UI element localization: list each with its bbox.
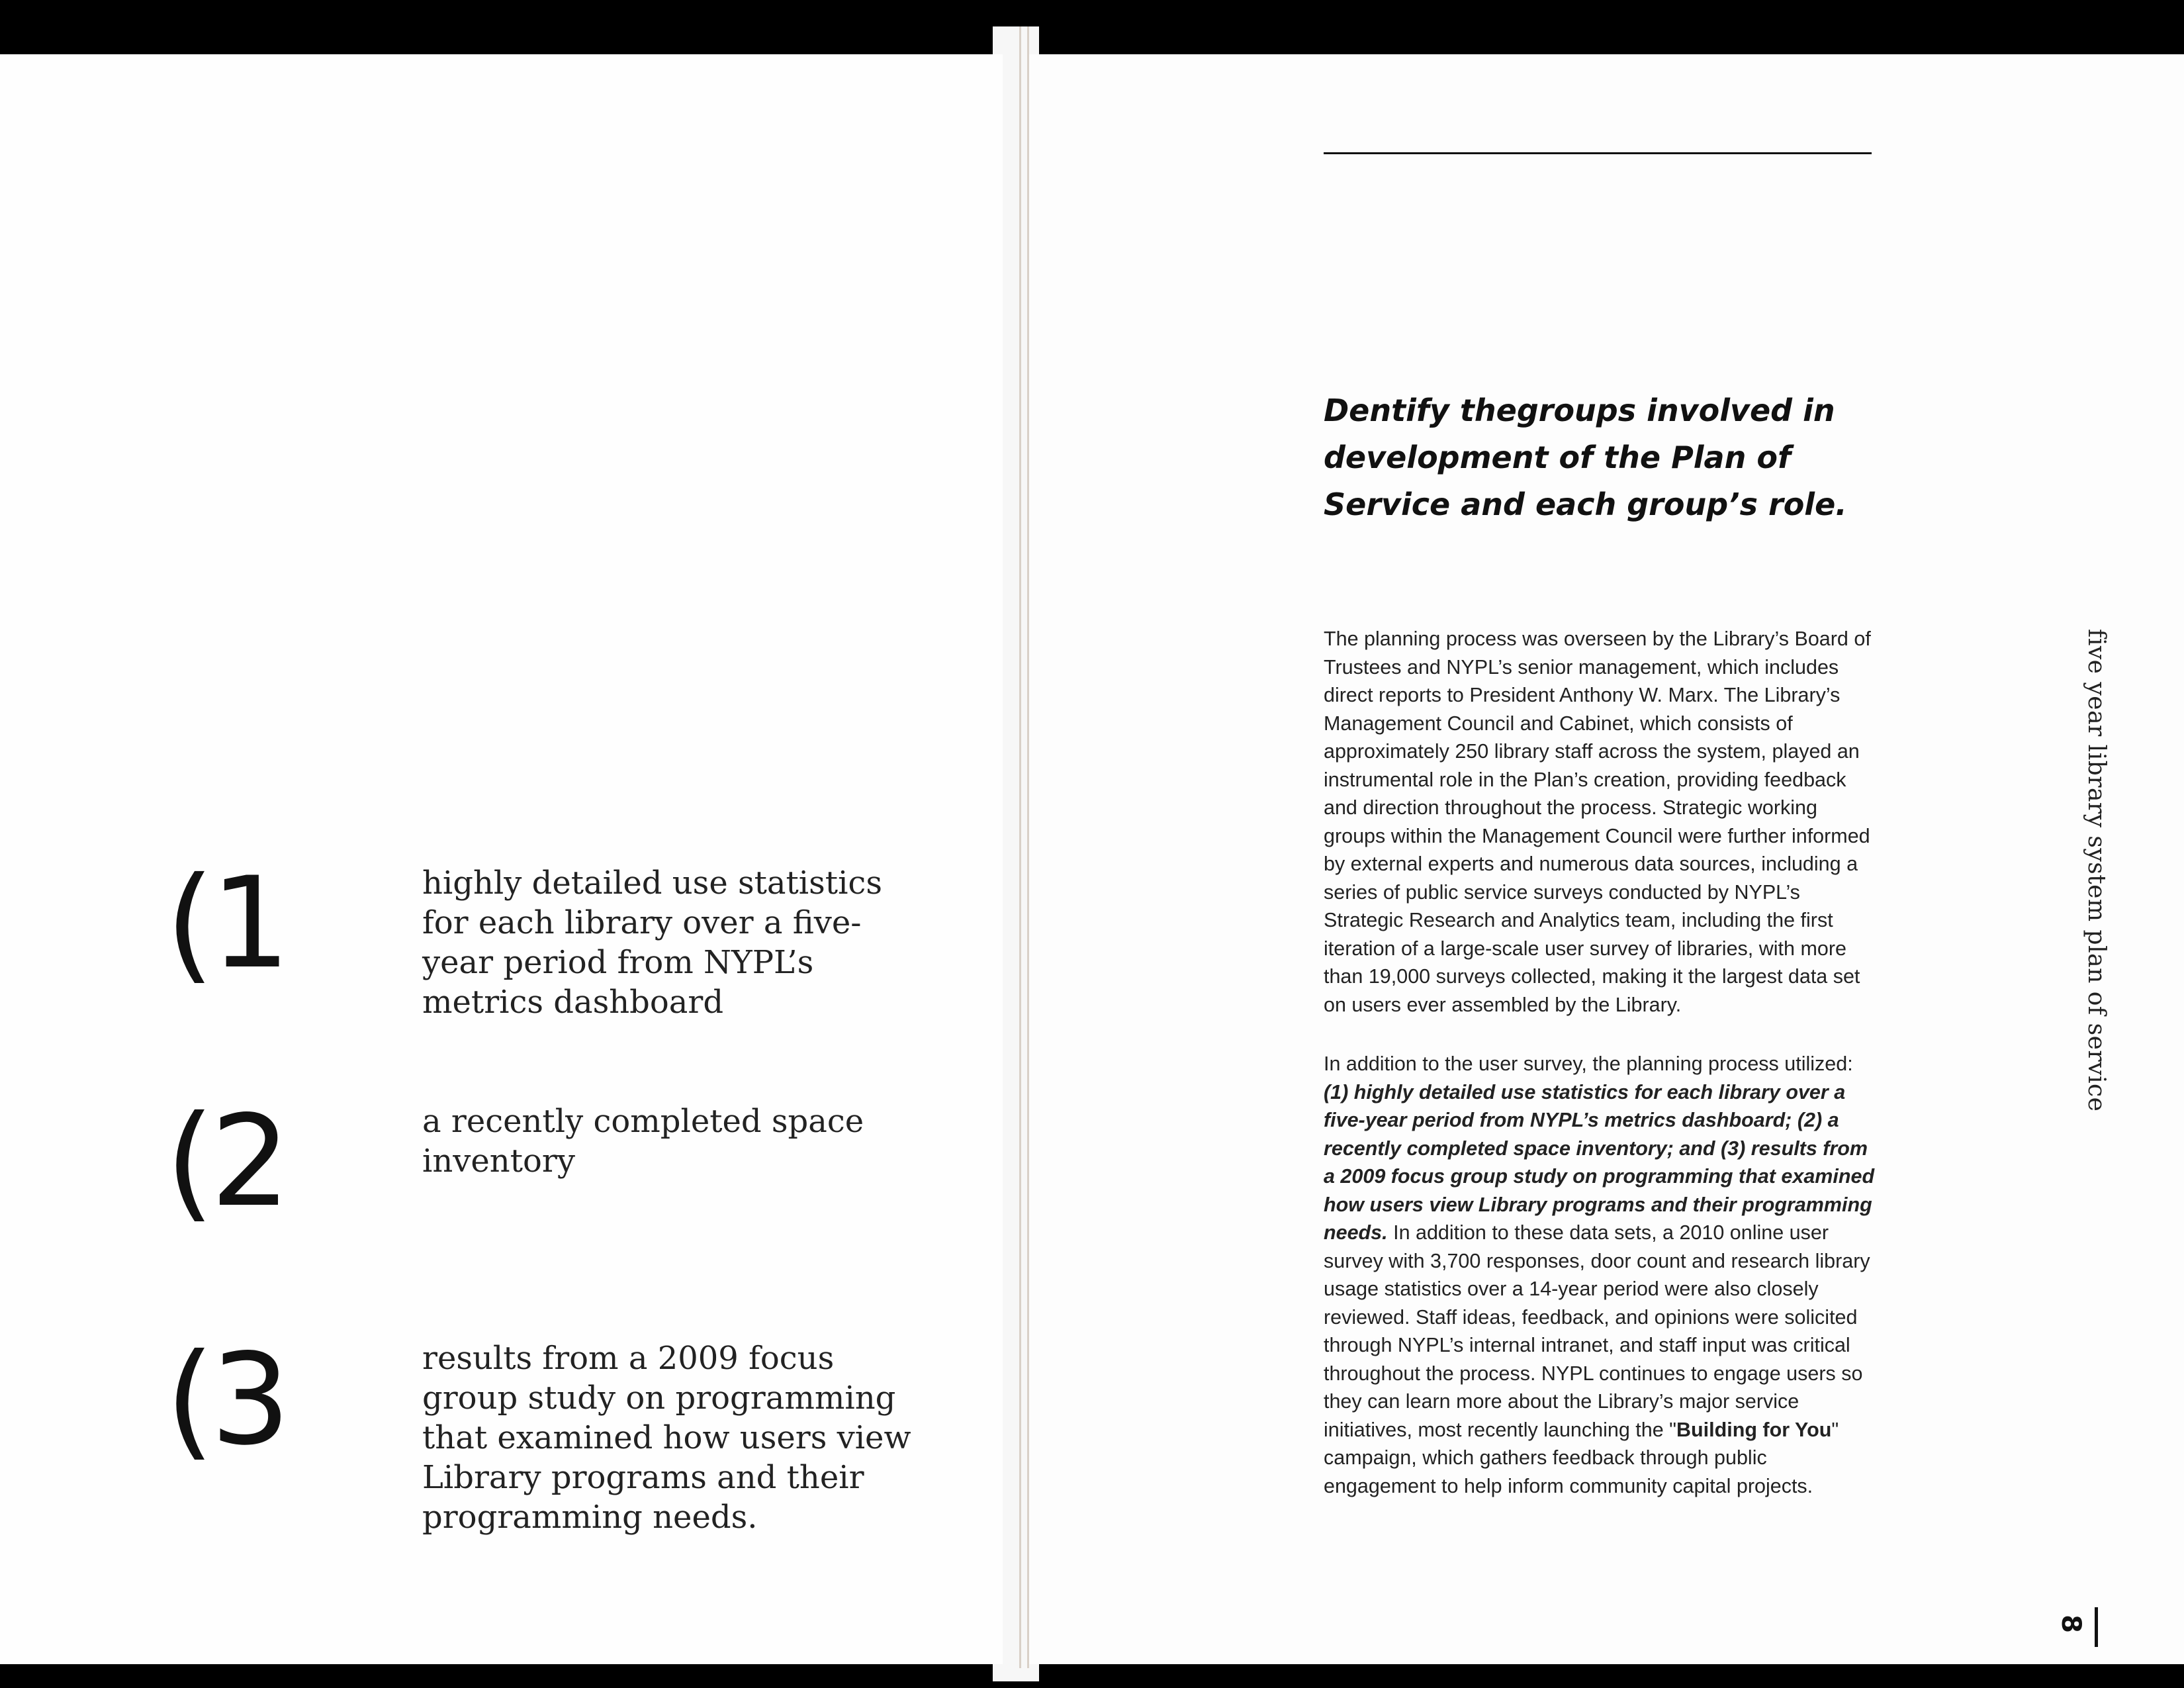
paragraph-2-middle: In addition to these data sets, a 2010 online user survey with 3,700 responses, door count and research library usage statistics over a 14-year period were also closely reviewed. Staff ideas, feedback, and opinions were solicited through NYPL’s internal intranet, and staff input was critical throughout the process. NYPL continues to engage users so they can learn more about the Library’s major service initiatives, most recently launching the " — [1324, 1221, 1870, 1441]
campaign-name: Building for You — [1676, 1418, 1832, 1441]
paragraph-2-emphasis: (1) highly detailed use statistics for each library over a five-year period from NYPL’s metrics dashboard; (2) a recently completed space inventory; and (3) results from a 2009 focus group study on programming that examined how users view Library programs and their programming needs. — [1324, 1080, 1875, 1244]
page-number-bar — [2095, 1607, 2098, 1647]
binding-thread — [1027, 26, 1029, 1668]
page-number: 8 — [2055, 1615, 2086, 1633]
paragraph-2-intro: In addition to the user survey, the planning process utilized: — [1324, 1053, 1853, 1075]
item-number-3: (3 — [165, 1327, 287, 1473]
top-rule — [1324, 152, 1872, 154]
paragraph-2-end: " campaign, which gathers feedback through public engagement to help inform community capital projects. — [1324, 1418, 1839, 1497]
item-text-1: highly detailed use statistics for each library over a five-year period from NYPL’s metrics dashboard — [422, 865, 882, 1021]
binding-thread — [1019, 26, 1021, 1668]
body-paragraph-1: The planning process was overseen by the Library’s Board of Trustees and NYPL’s senior management, which includes direct reports to President Anthony W. Marx. The Library’s Management Council and Cabinet, which consists of approximately 250 library staff across the system, played an instrumental role in the Plan’s creation, providing feedback and direction throughout the process. Strategic working groups within the Management Council were further informed by external experts and numerous data sources, including a series of public service surveys conducted by NYPL’s Strategic Research and Analytics team, including the first iteration of a large-scale user survey of libraries, with more than 19,000 surveys collected, making it the largest data set on users ever assembled by the Library. — [1324, 628, 1871, 1016]
item-number-2: (2 — [165, 1088, 287, 1235]
running-title: five year library system plan of service — [2083, 629, 2110, 1112]
body-paragraph-2 — [1324, 1050, 1876, 1500]
item-text-3: results from a 2009 focus group study on programming that examined how users view Library programs and their programming needs. — [422, 1340, 911, 1536]
item-number-1: (1 — [165, 850, 287, 996]
section-heading: Dentify thegroups involved in development of the Plan of Service and each group’s role. — [1324, 393, 1847, 522]
item-text-2: a recently completed space inventory — [422, 1103, 864, 1180]
